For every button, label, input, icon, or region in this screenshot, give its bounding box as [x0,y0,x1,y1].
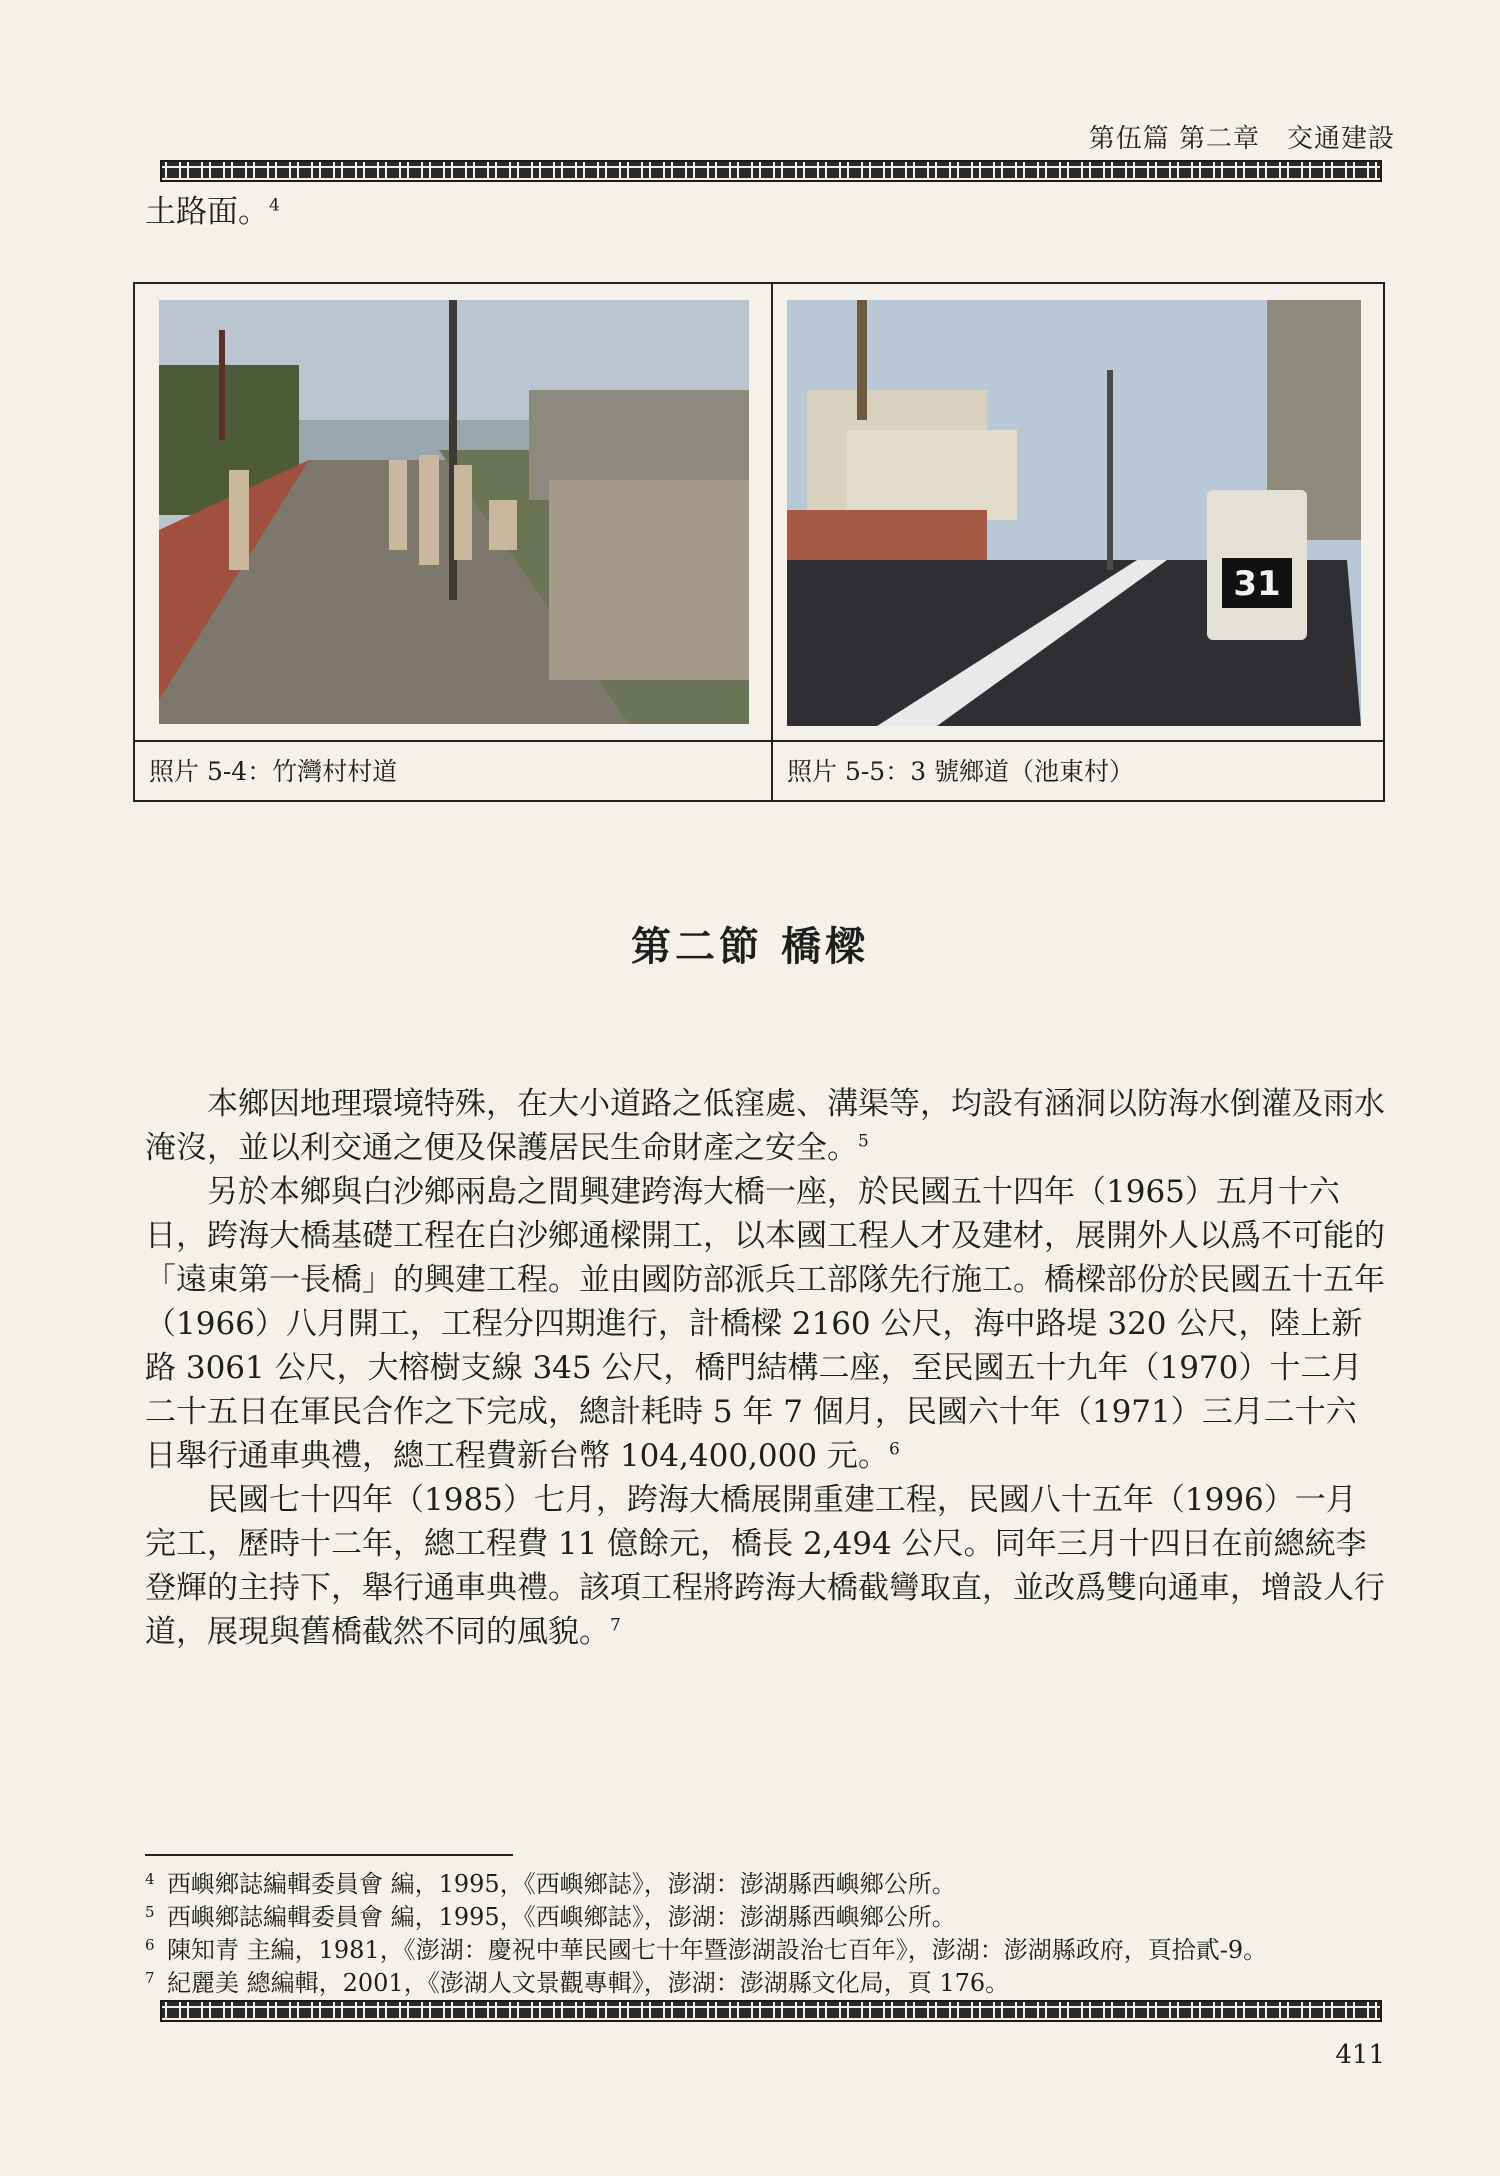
footnote-ref-6: 6 [888,1439,900,1460]
footnote-6 [145,1934,1385,1967]
decorative-border-bottom [160,2000,1382,2022]
continuation-text: 土路面。 [145,194,269,230]
body-text [145,1082,1385,1654]
photo-cell-right [773,284,1383,800]
paragraph-2-text: 另於本鄉與白沙鄉兩島之間興建跨海大橋一座，於民國五十四年（1965）五月十六日，跨海大橋基礎工程在白沙鄉通樑開工，以本國工程人才及建材，展開外人以爲不可能的「遠東第一長橋」的興建工程。並由國防部派兵工部隊先行施工。橋樑部份於民國五十五年（1966）八月開工，工程分四期進行，計橋樑 2160 公尺，海中路堤 320 公尺，陸上新路 3061 公尺，大榕樹支線 345 公尺，橋門結構二座，至民國五十九年（1970）十二月二十五日在軍民合作之下完成，總計耗時 5 年 7 個月，民國六十年（1971）三月二十六日舉行通車典禮，總工程費新台幣 104,400,000 元。 [145,1174,1385,1474]
section-title: 第二節 橋樑 [631,923,869,970]
road-sign-number: 31 [1233,564,1281,604]
photo-cell-left [135,284,773,800]
paragraph-1-text: 本鄉因地理環境特殊，在大小道路之低窪處、溝渠等，均設有涵洞以防海水倒灌及雨水淹沒，並以利交通之便及保護居民生命財產之安全。 [145,1086,1385,1166]
paragraph-3 [145,1478,1385,1654]
footnote-text: 西嶼鄉誌編輯委員會 編，1995，《西嶼鄉誌》，澎湖：澎湖縣西嶼鄉公所。 [167,1903,956,1931]
continuation-line [145,190,1385,234]
paragraph-1 [145,1082,1385,1170]
footnote-number: 6 [145,1936,155,1954]
footnote-text: 西嶼鄉誌編輯委員會 編，1995，《西嶼鄉誌》，澎湖：澎湖縣西嶼鄉公所。 [167,1870,956,1898]
footnote-number: 7 [145,1969,155,1987]
footnote-number: 4 [145,1870,155,1888]
footnote-4 [145,1868,1385,1901]
footnotes [145,1868,1385,2000]
page-number: 411 [1335,2040,1385,2070]
photo-caption-right: 照片 5-5：3 號鄉道（池東村） [773,740,1383,800]
township-road-image [787,300,1361,726]
footnote-number: 5 [145,1903,155,1921]
decorative-border-top [160,160,1382,182]
village-road-photo [159,300,749,724]
footnote-rule [145,1854,513,1856]
township-road-photo [787,300,1361,726]
paragraph-3-text: 民國七十四年（1985）七月，跨海大橋展開重建工程，民國八十五年（1996）一月完工，歷時十二年，總工程費 11 億餘元，橋長 2,494 公尺。同年三月十四日在前總統李登輝的主持下，舉行通車典禮。該項工程將跨海大橋截彎取直，並改爲雙向通車，增設人行道，展現與舊橋截然不同的風貌。 [145,1482,1385,1650]
footnote-text: 陳知青 主編，1981，《澎湖：慶祝中華民國七十年暨澎湖設治七百年》，澎湖：澎湖縣政府，頁拾貳-9。 [167,1936,1268,1964]
footnote-5 [145,1901,1385,1934]
footnote-ref-5: 5 [858,1131,869,1152]
paragraph-2 [145,1170,1385,1478]
photo-caption-left: 照片 5-4：竹灣村村道 [135,740,771,800]
footnote-text: 紀麗美 總編輯，2001，《澎湖人文景觀專輯》，澎湖：澎湖縣文化局，頁 176。 [167,1969,1010,1997]
footnote-ref-4: 4 [269,195,280,216]
photo-table [133,282,1385,802]
running-header: 第伍篇 第二章 交通建設 [1088,124,1395,154]
village-road-image [159,300,749,724]
footnote-ref-7: 7 [610,1615,621,1636]
footnote-7 [145,1967,1385,2000]
